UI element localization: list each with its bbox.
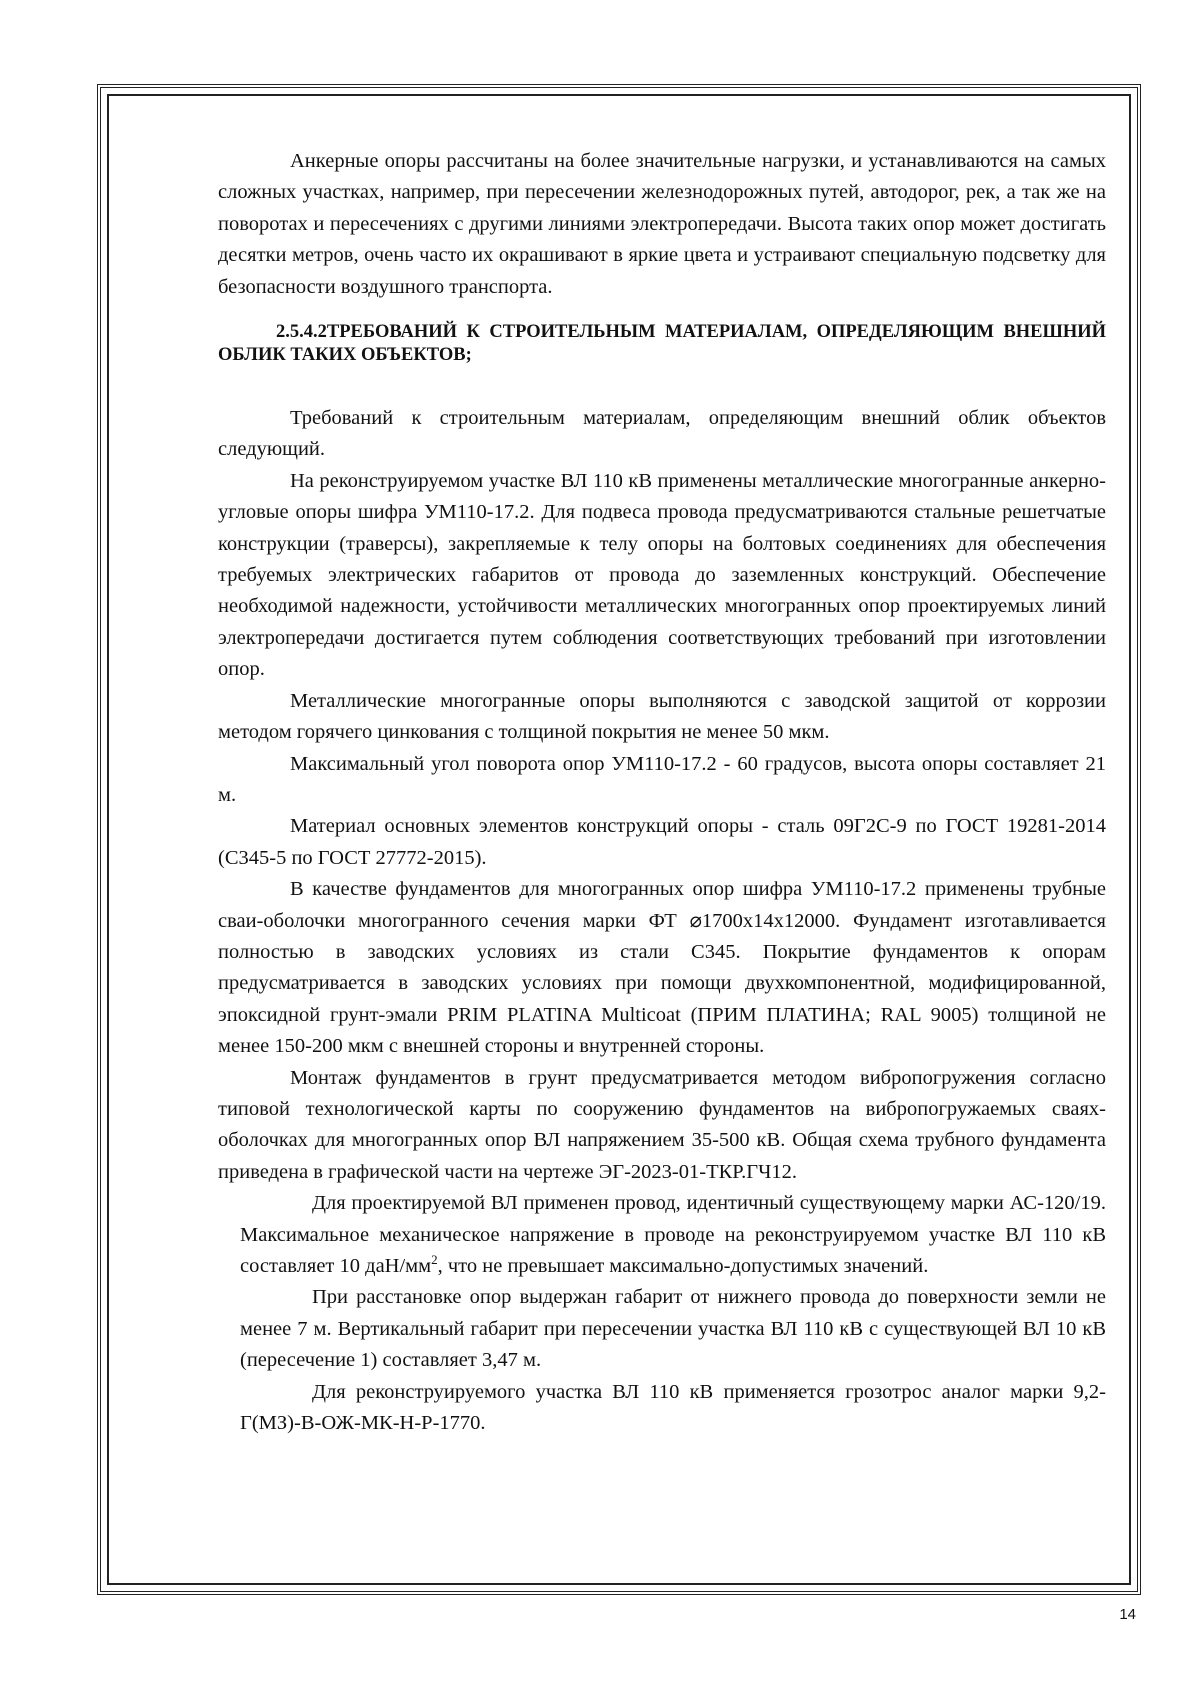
paragraph-anchor-supports: Анкерные опоры рассчитаны на более значительные нагрузки, и устанавливаются на самых сложных участках, например, при пересечении железнодорожных путей, автодорог, рек, а так же на поворотах и пересечениях с другими линиями электропередачи. Высота таких опор может достигать десятки метров, очень часто их окрашивают в яркие цвета и устраивают специальную подсветку для безопасности воздушного транспорта. (218, 150, 1106, 298)
page-number: 14 (1119, 1606, 1136, 1623)
document-body (218, 146, 1106, 1439)
paragraph-reconstructed-section: На реконструируемом участке ВЛ 110 кВ применены металлические многогранные анкерно-угловые опоры шифра УМ110-17.2. Для подвеса провода предусматриваются стальные решетчатые конструкции (траверсы), закрепляемые к телу опоры на болтовых соединениях для обеспечения требуемых электрических габаритов от провода до заземленных конструкций. Обеспечение необходимой надежности, устойчивости металлических многогранных опор проектируемых линий электропередачи достигается путем соблюдения соответствующих требований при изготовлении опор. (218, 469, 1106, 681)
paragraph-foundations: В качестве фундаментов для многогранных опор шифра УМ110-17.2 применены трубные сваи-оболочки многогранного сечения марки ФТ ⌀1700x14x12000. Фундамент изготавливается полностью в заводских условиях из стали С345. Покрытие фундаментов к опорам предусматривается в заводских условиях при помощи двухкомпонентной, модифицированной, эпоксидной грунт-эмали PRIM PLATINA Multicoat (ПРИМ ПЛАТИНА; RAL 9005) толщиной не менее 150-200 мкм с внешней стороны и внутренней стороны. (218, 878, 1106, 1058)
paragraph-material: Материал основных элементов конструкций опоры - сталь 09Г2С-9 по ГОСТ 19281-2014 (С345-5 по ГОСТ 27772-2015). (218, 815, 1106, 869)
paragraph-turn-angle: Максимальный угол поворота опор УМ110-17.2 - 60 градусов, высота опоры составляет 21 м. (218, 752, 1106, 806)
paragraph-ground-wire: Для реконструируемого участка ВЛ 110 кВ применяется грозотрос аналог марки 9,2-Г(МЗ)-В-ОЖ-МК-Н-Р-1770. (240, 1380, 1106, 1435)
paragraph-wire-text: Для проектируемой ВЛ применен провод, идентичный существующему марки АС-120/19. Максимальное механическое напряжение в проводе на реконструируемом участке ВЛ 110 кВ составляет 10 даН/мм (240, 1192, 1106, 1277)
paragraph-corrosion-protection: Металлические многогранные опоры выполняются с заводской защитой от коррозии методом горячего цинкования с толщиной покрытия не менее 50 мкм. (218, 689, 1106, 744)
paragraph-wire-text-end: , что не превышает максимально-допустимых значений. (437, 1255, 929, 1277)
paragraph-installation: Монтаж фундаментов в грунт предусматривается методом вибропогружения согласно типовой технологической карты по сооружению фундаментов на вибропогружаемых сваях-оболочках для многогранных опор ВЛ напряжением 35-500 кВ. Общая схема трубного фундамента приведена в графической части на чертеже ЭГ-2023-01-ТКР.ГЧ12. (218, 1066, 1106, 1183)
paragraph-clearance: При расстановке опор выдержан габарит от нижнего провода до поверхности земли не менее 7 м. Вертикальный габарит при пересечении участка ВЛ 110 кВ с существующей ВЛ 10 кВ (пересечение 1) составляет 3,47 м. (240, 1286, 1106, 1372)
section-heading: 2.5.4.2ТРЕБОВАНИЙ К СТРОИТЕЛЬНЫМ МАТЕРИАЛАМ, ОПРЕДЕЛЯЮЩИМ ВНЕШНИЙ ОБЛИК ТАКИХ ОБЪЕКТОВ; (218, 322, 1106, 366)
paragraph-requirements-intro: Требований к строительным материалам, определяющим внешний облик объектов следующий. (218, 407, 1106, 461)
paragraph-wire (240, 1188, 1106, 1282)
superscript-square: 2 (431, 1252, 438, 1268)
